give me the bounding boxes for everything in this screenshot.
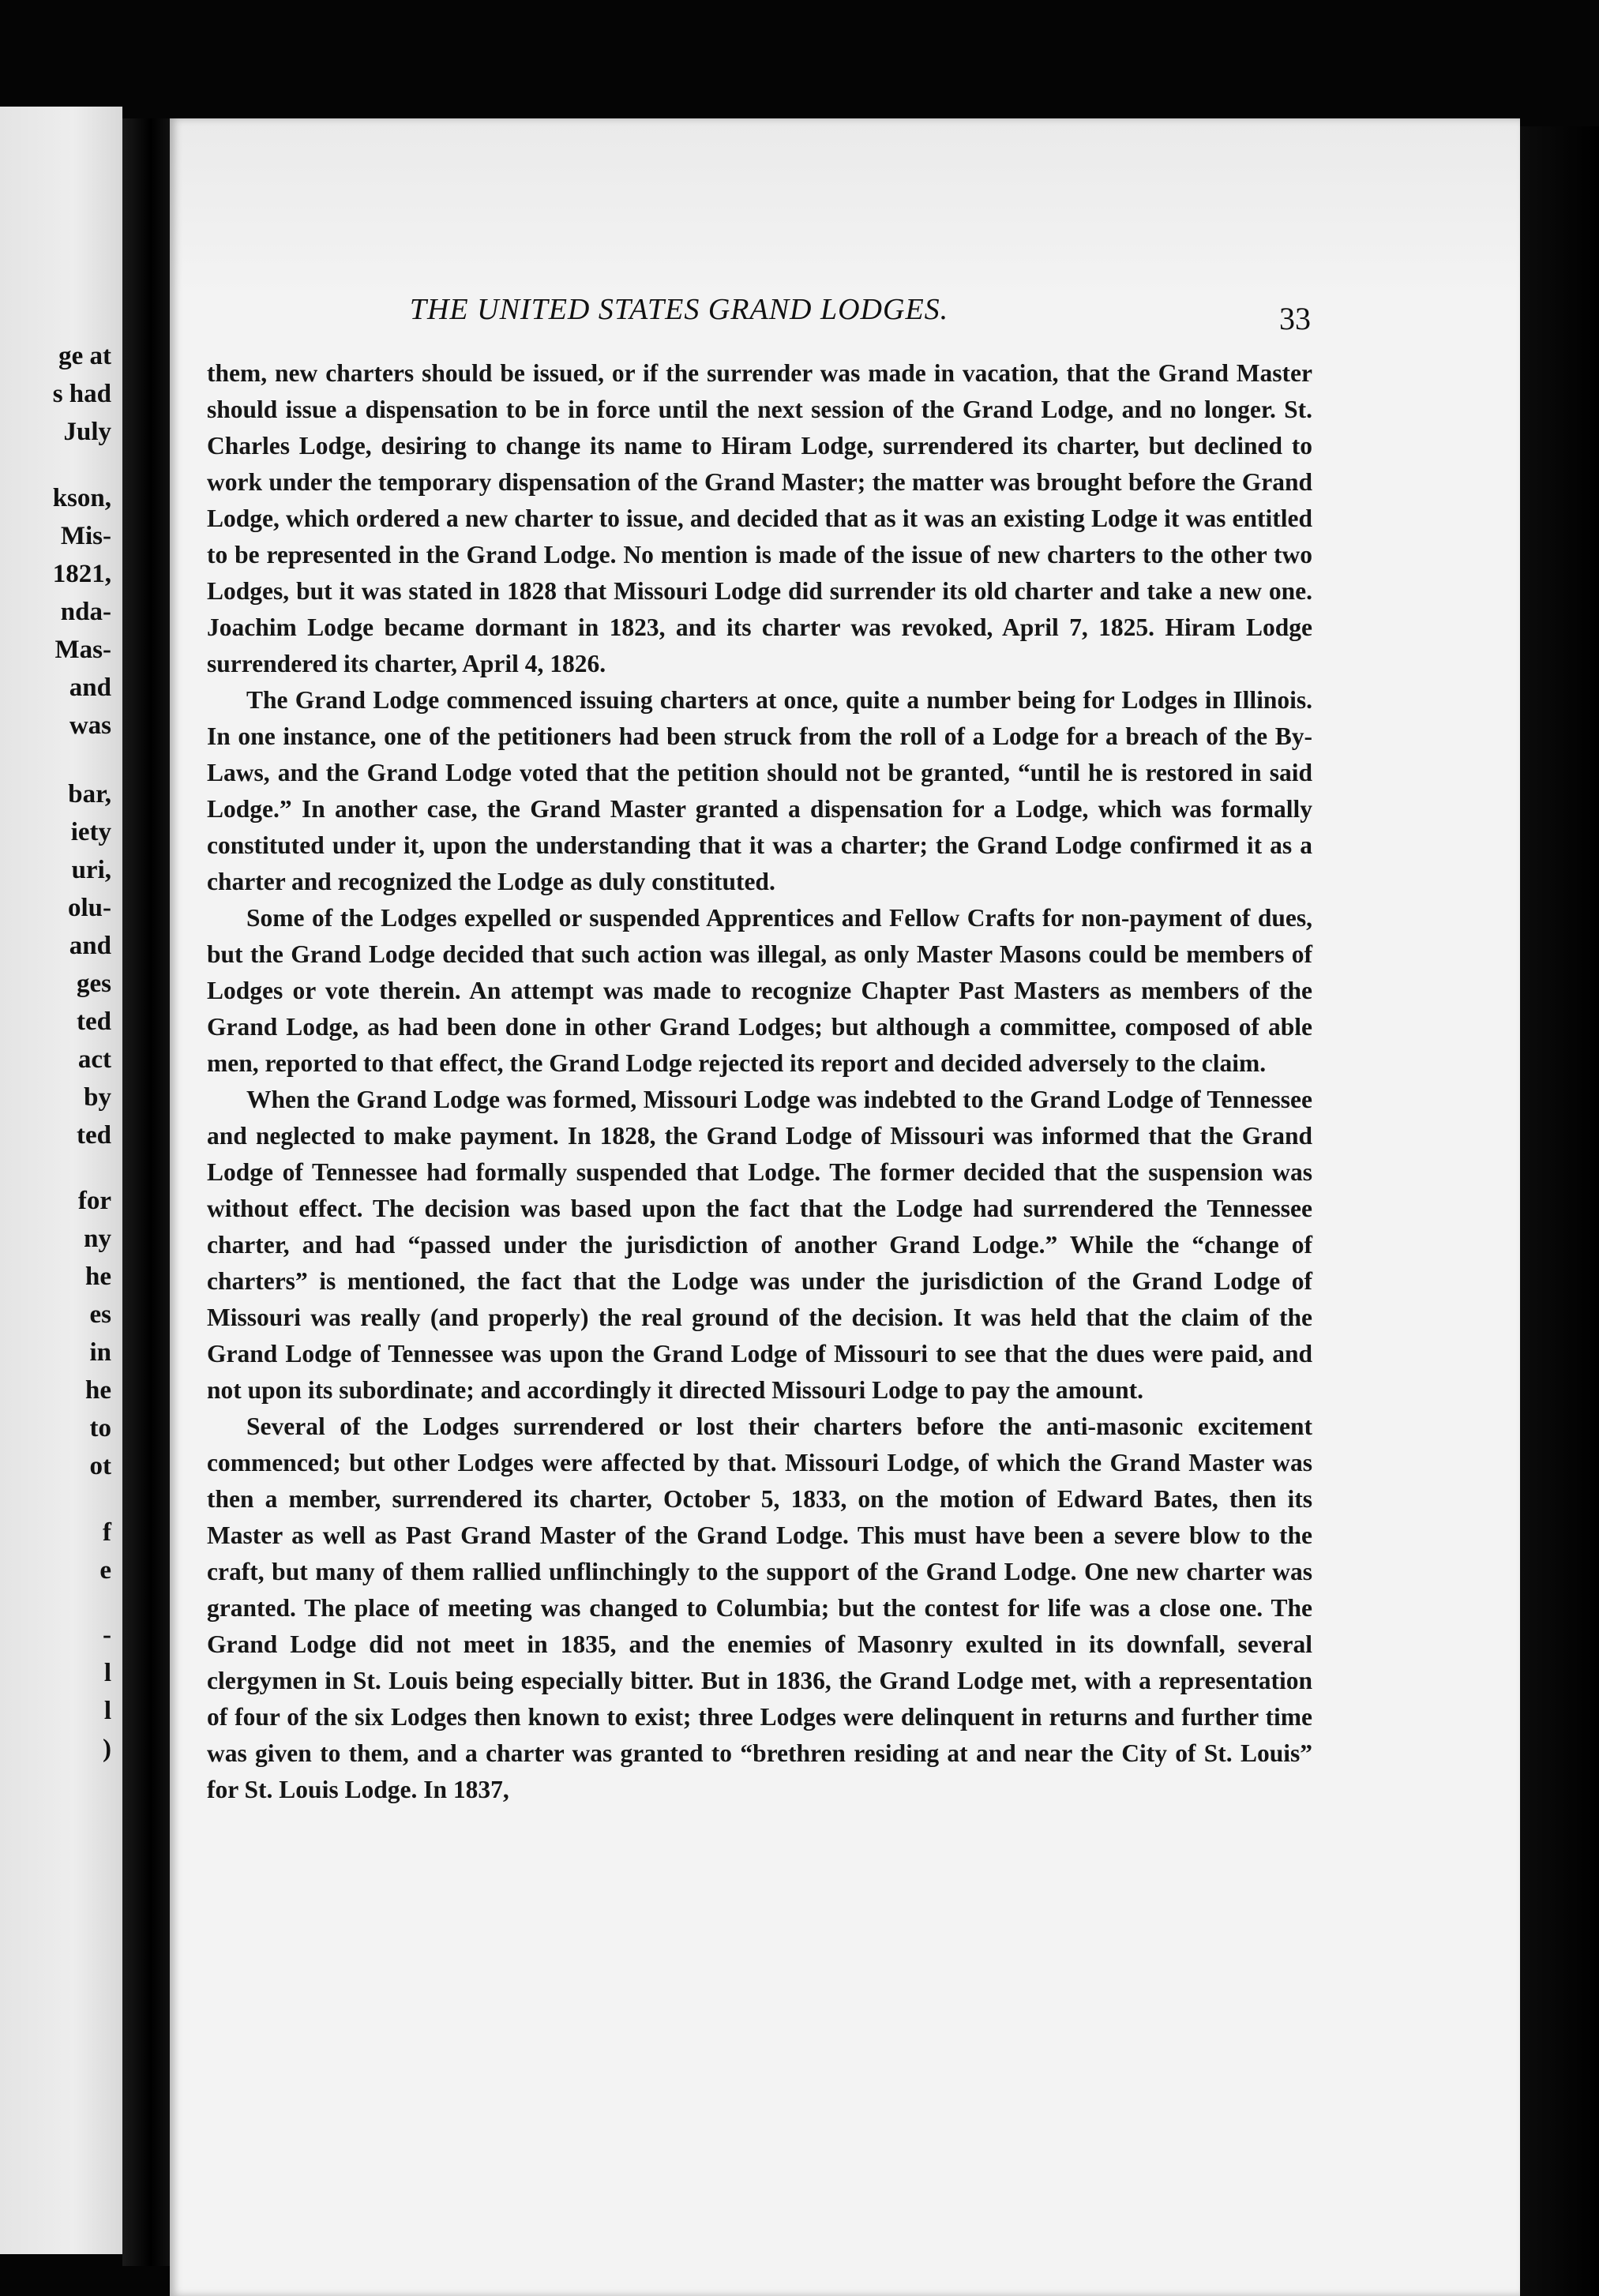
left-page-text-fragment: bar, (68, 780, 111, 808)
left-page-text-fragment: July (63, 418, 111, 446)
paragraph: them, new charters should be issued, or if the surrender was made in vacation, that the Grand Master should issue a dispensation to be in force until the next session of the Grand Lodge, and no longer. St. Charles Lodge, desiring to change its name to Hiram Lodge, surrendered its charter, but declined to work under the temporary dispensation of the Grand Master; the matter was brought before the Grand Lodge, which ordered a new charter to issue, and decided that as it was an existing Lodge it was entitled to be represented in the Grand Lodge. No mention is made of the issue of new charters to the other two Lodges, but it was stated in 1828 that Missouri Lodge did surrender its old charter and take a new one. Joachim Lodge became dormant in 1823, and its charter was revoked, April 7, 1825. Hiram Lodge surrendered its charter, April 4, 1826. (207, 359, 1312, 677)
left-page-text-fragment: he (85, 1376, 111, 1405)
left-page-text-fragment: es (89, 1300, 111, 1329)
left-page-text-fragment: f (103, 1518, 111, 1547)
book-gutter (122, 118, 170, 2266)
left-page-text-fragment: act (77, 1045, 111, 1074)
body-text (207, 355, 1312, 1808)
left-page-text-fragment: uri, (71, 856, 111, 884)
left-page-text-fragment: Mas- (54, 636, 111, 664)
left-page-text-fragment: l (103, 1697, 111, 1725)
left-page-text-fragment: e (99, 1556, 111, 1585)
left-page-text-fragment: ot (89, 1452, 111, 1480)
left-page-text-fragment: ) (103, 1735, 111, 1763)
left-page-text-fragment: in (89, 1338, 111, 1367)
left-page-text-fragment: iety (70, 818, 111, 846)
paragraph: Some of the Lodges expelled or suspended Apprentices and Fellow Crafts for non-payment of dues, but the Grand Lodge decided that such action was illegal, as only Master Masons could be members of Lodges or vote therein. An attempt was made to recognize Chapter Past Masters as members of the Grand Lodge, as had been done in other Grand Lodges; but although a committee, composed of able men, reported to that effect, the Grand Lodge rejected its report and decided adversely to the claim. (207, 904, 1312, 1077)
left-page-text-fragment: he (85, 1262, 111, 1291)
page-edge-shadow (1520, 126, 1599, 2296)
left-page-text-fragment: by (84, 1083, 111, 1112)
paragraph: The Grand Lodge commenced issuing charters at once, quite a number being for Lodges in Illinois. In one instance, one of the petitioners had been struck from the roll of a Lodge for a breach of the By-Laws, and the Grand Lodge voted that the petition should not be granted, “until he is restored in said Lodge.” In another case, the Grand Master granted a dispensation for a Lodge, which was formally constituted under it, upon the understanding that it was a charter; the Grand Lodge confirmed it as a charter and recognized the Lodge as duly constituted. (207, 686, 1312, 895)
page-number: 33 (1279, 301, 1311, 336)
left-page-text-fragment: kson, (52, 484, 111, 512)
left-page-text-fragment: and (69, 673, 111, 702)
paragraph: When the Grand Lodge was formed, Missouri Lodge was indebted to the Grand Lodge of Tennessee and neglected to make payment. In 1828, the Grand Lodge of Missouri was informed that the Grand Lodge of Tennessee had formally suspended that Lodge. The former decided that the suspension was without effect. The decision was based upon the fact that the Lodge had surrendered the Tennessee charter, and had “passed under the jurisdiction of another Grand Lodge.” While the “change of charters” is mentioned, the fact that the Lodge was under the jurisdiction of the Grand Lodge of Missouri was really (and properly) the real ground of the decision. It was held that the claim of the Grand Lodge of Tennessee was upon the Grand Lodge of Missouri to see that the dues were paid, and not upon its subordinate; and accordingly it directed Missouri Lodge to pay the amount. (207, 1086, 1312, 1404)
left-page-text-fragment: - (103, 1621, 111, 1649)
paragraph: Several of the Lodges surrendered or lost their charters before the anti-masonic excitement commenced; but other Lodges were affected by that. Missouri Lodge, of which the Grand Master was then a member, surrendered its charter, October 5, 1833, on the motion of Edward Bates, then its Master as well as Past Grand Master of the Grand Lodge. This must have been a severe blow to the craft, but many of them rallied unflinchingly to the support of the Grand Lodge. One new charter was granted. The place of meeting was changed to Columbia; but the contest for life was a close one. The Grand Lodge did not meet in 1835, and the enemies of Masonry exulted in its downfall, several clergymen in St. Louis being especially bitter. But in 1836, the Grand Lodge met, with a representation of four of the six Lodges then known to exist; three Lodges were delinquent in returns and further time was given to them, and a charter was granted to “brethren residing at and near the City of St. Louis” for St. Louis Lodge. In 1837, (207, 1412, 1312, 1803)
left-page-text-fragment: was (69, 711, 111, 740)
left-facing-page (0, 107, 122, 2254)
left-page-text-fragment: ted (77, 1121, 111, 1150)
left-page-text-fragment: l (103, 1659, 111, 1687)
left-page-text-fragment: s had (52, 380, 111, 408)
left-page-text-fragment: ny (84, 1225, 111, 1253)
running-head: THE UNITED STATES GRAND LODGES. (409, 293, 949, 326)
left-page-text-fragment: for (77, 1187, 111, 1215)
left-page-text-fragment: and (69, 932, 111, 960)
left-page-text-fragment: Mis- (60, 522, 111, 550)
left-page-text-fragment: olu- (67, 894, 111, 922)
left-page-text-fragment: ted (77, 1007, 111, 1036)
left-page-text-fragment: ges (77, 970, 111, 998)
left-page-text-fragment: to (89, 1414, 111, 1443)
left-page-text-fragment: 1821, (52, 560, 111, 588)
left-page-text-fragment: nda- (60, 598, 111, 626)
left-page-text-fragment: ge at (58, 342, 111, 370)
